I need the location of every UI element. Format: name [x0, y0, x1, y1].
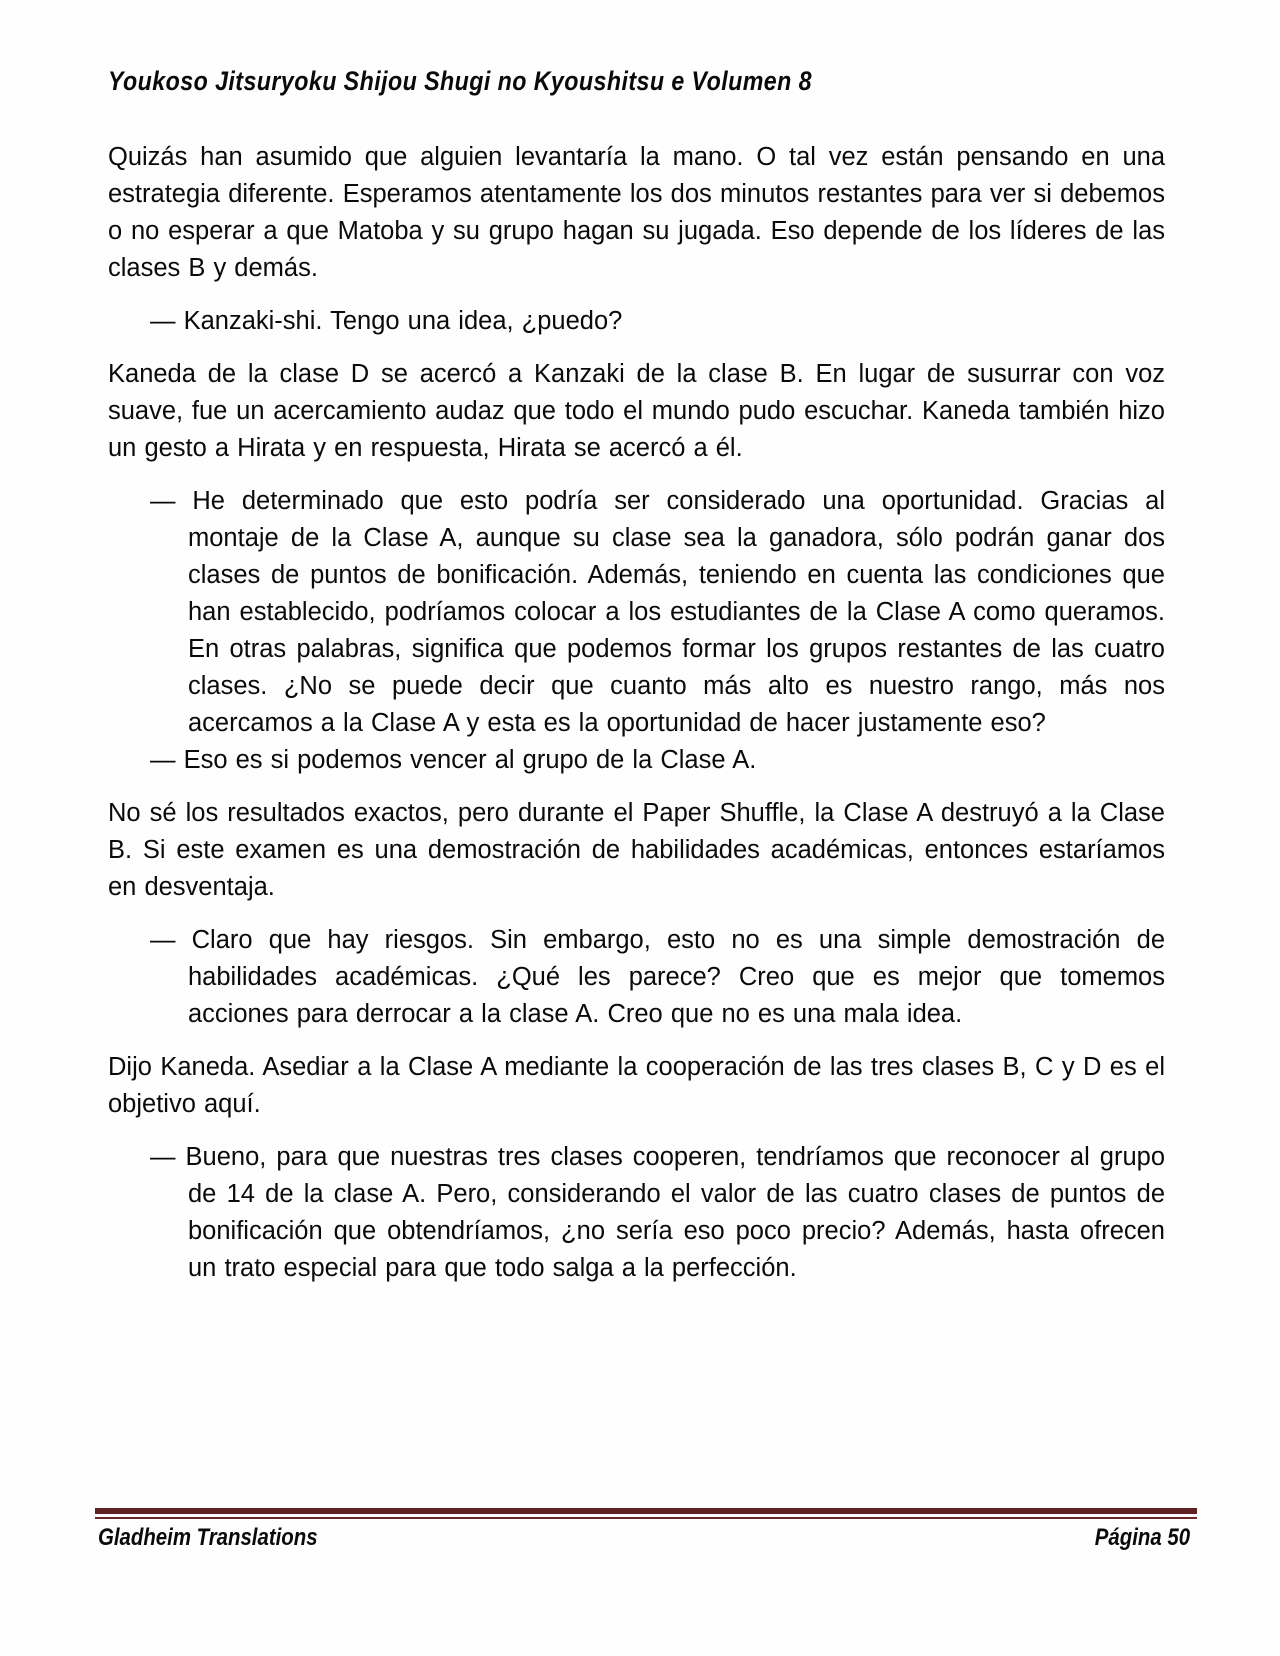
document-body [108, 139, 1165, 1287]
paragraph: Quizás han asumido que alguien levantaría la mano. O tal vez están pensando en una estrategia diferente. Esperamos atentamente los dos minutos restantes para ver si debemos o no esperar a que Matoba y su grupo hagan su jugada. Eso depende de los líderes de las clases B y demás. [108, 143, 1165, 282]
dialogue-line: — Eso es si podemos vencer al grupo de la Clase A. [150, 746, 757, 774]
page-footer [98, 1524, 1190, 1552]
footer-page-number: Página 50 [1094, 1524, 1190, 1551]
paragraph: Dijo Kaneda. Asediar a la Clase A mediante la cooperación de las tres clases B, C y D es el objetivo aquí. [108, 1053, 1165, 1118]
page-title: Youkoso Jitsuryoku Shijou Shugi no Kyoushitsu e Volumen 8 [108, 66, 812, 96]
dialogue-line: — Bueno, para que nuestras tres clases cooperen, tendríamos que reconocer al grupo de 14 de la clase A. Pero, considerando el valor de las cuatro clases de puntos de bonificación que obtendríamos, ¿no sería eso poco precio? Además, hasta ofrecen un trato especial para que todo salga a la perfección. [150, 1143, 1165, 1282]
footer-translator-credit: Gladheim Translations [98, 1524, 318, 1551]
footer-divider-rule [95, 1508, 1197, 1519]
paragraph: Kaneda de la clase D se acercó a Kanzaki de la clase B. En lugar de susurrar con voz suave, fue un acercamiento audaz que todo el mundo pudo escuchar. Kaneda también hizo un gesto a Hirata y en respuesta, Hirata se acercó a él. [108, 360, 1165, 462]
paragraph: No sé los resultados exactos, pero durante el Paper Shuffle, la Clase A destruyó a la Clase B. Si este examen es una demostración de habilidades académicas, entonces estaríamos en desventaja. [108, 799, 1165, 901]
dialogue-line: — He determinado que esto podría ser considerado una oportunidad. Gracias al montaje de la Clase A, aunque su clase sea la ganadora, sólo podrán ganar dos clases de puntos de bonificación. Además, teniendo en cuenta las condiciones que han establecido, podríamos colocar a los estudiantes de la Clase A como queramos. En otras palabras, significa que podemos formar los grupos restantes de las cuatro clases. ¿No se puede decir que cuanto más alto es nuestro rango, más nos acercamos a la Clase A y esta es la oportunidad de hacer justamente eso? [150, 487, 1165, 737]
dialogue-line: — Kanzaki-shi. Tengo una idea, ¿puedo? [150, 307, 623, 335]
dialogue-line: — Claro que hay riesgos. Sin embargo, esto no es una simple demostración de habilidades académicas. ¿Qué les parece? Creo que es mejor que tomemos acciones para derrocar a la clase A. Creo que no es una mala idea. [150, 926, 1165, 1028]
